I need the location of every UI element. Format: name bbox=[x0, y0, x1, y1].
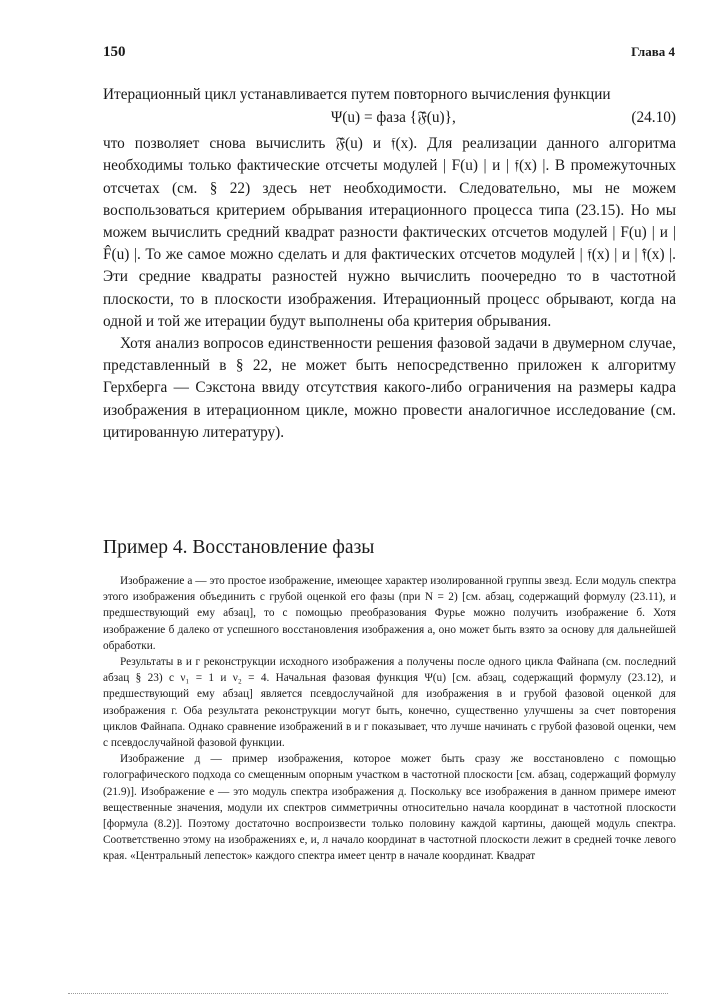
example-paragraph: Результаты в и г реконструкции исходного изображения а получены после одного цикла Файнапа (см. последний абзац § 23) с ν₁ = 1 и ν₂ = 4. Начальная фазовая функция Ψ(u) [см. абзац, содержащий формулу (23.12), и предшествующий ему абзац] является псевдослучайной для изображения в и грубой фазовой оценкой для изображения г. Оба результата реконструкции могут быть, конечно, существенно улучшены за счет повторения циклов Файнапа. Однако сравнение изображений в и г показывает, что лучше начинать с грубой фазовой оценки, чем с псевдослучайной фазовой функции. bbox=[103, 656, 676, 750]
example-paragraph: Изображение а — это простое изображение, имеющее характер изолированной группы звезд. Если модуль спектра этого изображения объединить с грубой оценкой его фазы (при N = 2) [см. абзац, содержащий формулу (23.11), и предшествующий ему абзац], то с помощью преобразования Фурье можно получить изображение б. Хотя изображение б далеко от успешного восстановления изображения а, оно может быть взято за основу для дальнейшей обработки. bbox=[103, 575, 676, 652]
equation-24-10 bbox=[103, 107, 676, 131]
body-paragraph: Хотя анализ вопросов единственности решения фазовой задачи в двумерном случае, представленный в § 22, не может быть непосредственно приложен к алгоритму Герхберга — Сэкстона ввиду отсутствия какого-либо ограничения на размеры кадра изображения в итерационном цикле, можно провести аналогичное исследование (см. цитированную литературу). bbox=[103, 335, 676, 441]
example-text bbox=[103, 573, 676, 865]
equation-expression: Ψ(u) = фаза {𝔉̂(u)}, bbox=[331, 109, 456, 127]
chapter-label: Глава 4 bbox=[631, 44, 675, 59]
example-paragraph: Изображение д — пример изображения, которое может быть сразу же восстановлено с помощью голографического подхода со смещенным опорным участком в частотной плоскости [см. абзац, содержащий формулу (21.9)]. Изображение е — это модуль спектра изображения д. Поскольку все изображения в данном примере имеют вещественные значения, модули их спектров симметричны относительно начала координат в частотной плоскости [формула (8.2)]. Поэтому достаточно воспроизвести только половину каждой картины, дающей модуль спектра. Соответственно этому на изображениях е, и, л начало координат в частотной плоскости лежит в средней точке левого края. «Центральный лепесток» каждого спектра имеет центр в начале координат. Квадрат bbox=[103, 753, 676, 863]
intro-paragraph: Итерационный цикл устанавливается путем повторного вычисления функции bbox=[103, 86, 611, 103]
main-text bbox=[103, 84, 676, 444]
footer-rule bbox=[68, 993, 668, 994]
section-title: Пример 4. Восстановление фазы bbox=[103, 537, 375, 558]
body-paragraph: что позволяет снова вычислить 𝔉̂(u) и 𝔣(x). Для реализации данного алгоритма необходимы только фактические отсчеты модулей | F(u) | и | 𝔣(x) |. В промежуточных отсчетах (см. § 22) здесь нет необходимости. Следовательно, мы не можем воспользоваться критерием обрывания итерационного процесса типа (23.15). Но мы можем вычислить средний квадрат разности фактических отсчетов модулей | F(u) | и | F̂(u) |. То же самое можно сделать и для фактических отсчетов модулей | 𝔣(x) | и | 𝔣̂(x) |. Эти средние квадраты разностей нужно вычислить поочередно то в частотной плоскости, то в плоскости изображения. Итерационный процесс обрывают, когда на одной и той же итерации будут выполнены оба критерия обрывания. bbox=[103, 135, 676, 330]
equation-number: (24.10) bbox=[631, 109, 676, 127]
page-number: 150 bbox=[103, 44, 126, 60]
